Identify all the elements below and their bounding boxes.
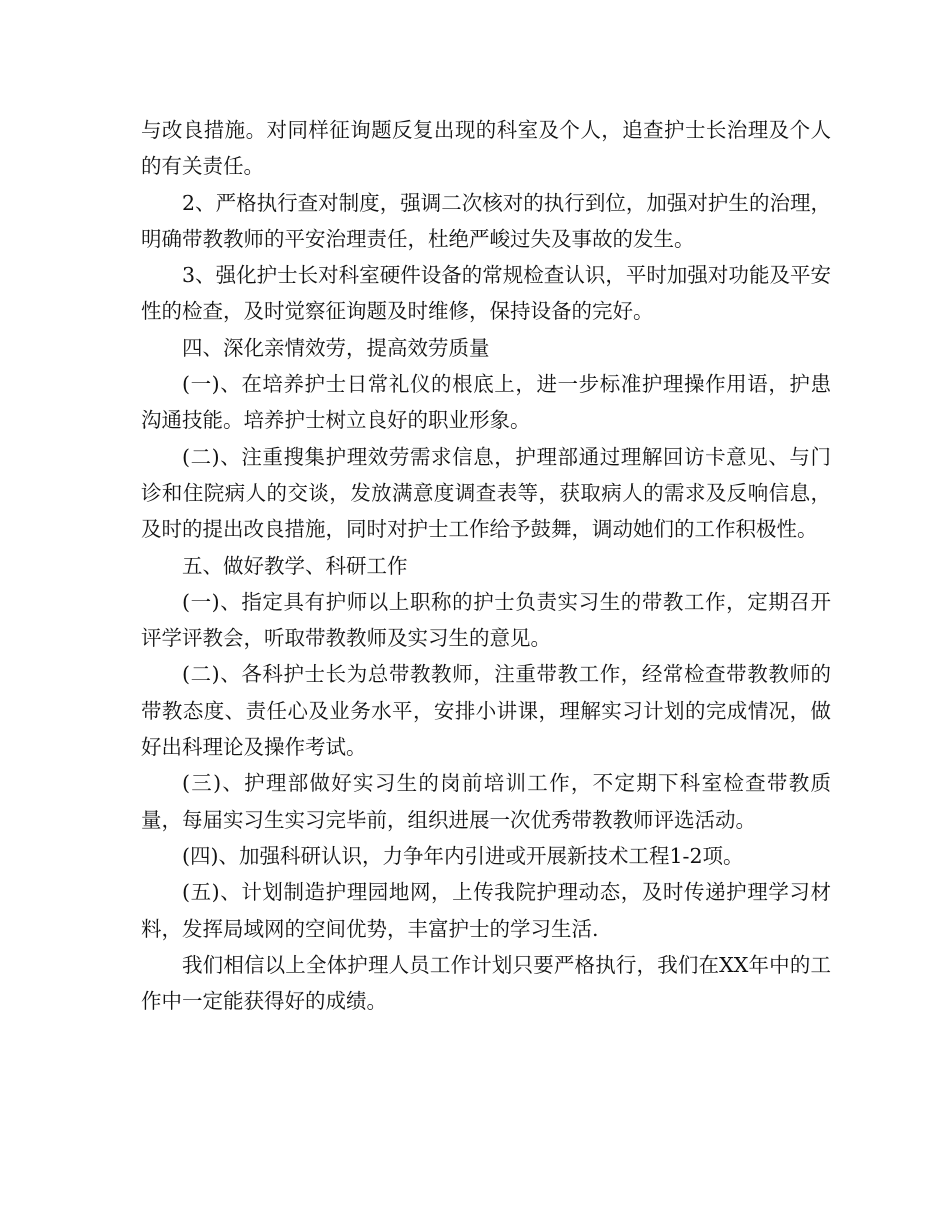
paragraph-item-3: 3、强化护士长对科室硬件设备的常规检查认识，平时加强对功能及平安性的检查，及时觉察征询题及时维修，保持设备的完好。	[141, 263, 831, 324]
closing-paragraph: 我们相信以上全体护理人员工作计划只要严格执行，我们在XX年中的工作中一定能获得好的成绩。	[141, 952, 831, 1014]
paragraph-5-3: (三)、护理部做好实习生的岗前培训工作，不定期下科室检查带教质量，每届实习生实习完毕前，组织进展一次优秀带教教师评选活动。	[141, 771, 831, 832]
paragraph-5-2: (二)、各科护士长为总带教教师，注重带教工作，经常检查带教教师的带教态度、责任心及业务水平，安排小讲课，理解实习计划的完成情况，做好出科理论及操作考试。	[141, 662, 831, 760]
paragraph-continuation: 与改良措施。对同样征询题反复出现的科室及个人，追查护士长治理及个人的有关责任。	[141, 118, 831, 179]
section-heading-4: 四、深化亲情效劳，提高效劳质量	[182, 335, 490, 360]
paragraph-4-1: (一)、在培养护士日常礼仪的根底上，进一步标准护理操作用语，护患沟通技能。培养护士树立良好的职业形象。	[141, 372, 831, 433]
paragraph-4-2: (二)、注重搜集护理效劳需求信息，护理部通过理解回访卡意见、与门诊和住院病人的交谈，发放满意度调查表等，获取病人的需求及反响信息，及时的提出改良措施，同时对护士工作给予鼓舞，调动她们的工作积极性。	[141, 444, 831, 542]
paragraph-item-2: 2、严格执行查对制度，强调二次核对的执行到位，加强对护生的治理，明确带教教师的平安治理责任，杜绝严峻过失及事故的发生。	[141, 190, 831, 251]
section-heading-5: 五、做好教学、科研工作	[182, 553, 408, 578]
paragraph-5-4: (四)、加强科研认识，力争年内引进或开展新技术工程1-2项。	[182, 843, 744, 868]
paragraph-5-1: (一)、指定具有护师以上职称的护士负责实习生的带教工作，定期召开评学评教会，听取带教教师及实习生的意见。	[141, 589, 831, 651]
paragraph-5-5: (五)、计划制造护理园地网，上传我院护理动态，及时传递护理学习材料，发挥局域网的空间优势，丰富护士的学习生活.	[141, 880, 831, 941]
document-body	[141, 112, 831, 1019]
